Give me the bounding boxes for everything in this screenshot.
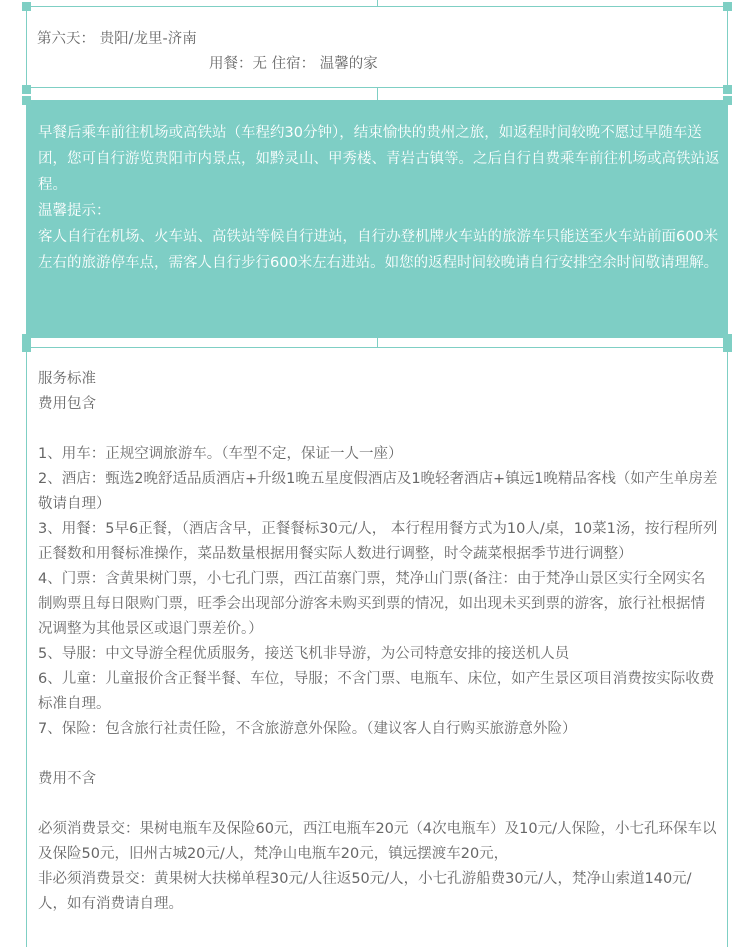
included-heading: 费用包含 [38, 396, 96, 412]
resize-handle-top-right[interactable] [723, 2, 732, 11]
included-item: 4、门票：含黄果树门票，小七孔门票，西江苗寨门票，梵净山门票(备注：由于梵净山景区实行全网实名制购票且每日限购门票，旺季会出现部分游客未购买到票的情况，如出现未买到票的游客，旅行社根据情况调整为其他景区或退门票差价。） [38, 571, 706, 637]
resize-handle-top-right[interactable] [723, 343, 732, 352]
day-meals-lodging: 用餐：无 住宿： 温馨的家 [209, 56, 378, 72]
service-content [38, 367, 719, 917]
resize-handle-top-right[interactable] [723, 96, 732, 105]
description-text: 早餐后乘车前往机场或高铁站（车程约30分钟），结束愉快的贵州之旅，如返程时间较晚不愿过早随车送团，您可自行游览贵阳市内景点，如黔灵山、甲秀楼、青岩古镇等。之后自行自费乘车前往机场或高铁站返程。 [38, 125, 720, 193]
included-item: 7、保险：包含旅行社责任险，不含旅游意外保险。（建议客人自行购买旅游意外险） [38, 721, 577, 737]
resize-handle-bottom-right[interactable] [723, 85, 732, 94]
mandatory-fees: 必须消费景交：果树电瓶车及保险60元，西江电瓶车20元（4次电瓶车）及10元/人保险，小七孔环保车以及保险50元，旧州古城20元/人，梵净山电瓶车20元，镇远摆渡车20元， [38, 821, 717, 862]
day-title: 第六天： 贵阳/龙里-济南 [37, 31, 197, 47]
service-standard-box [26, 347, 728, 947]
connector-line [377, 338, 378, 347]
included-item: 6、儿童：儿童报价含正餐半餐、车位，导服；不含门票、电瓶车、床位，如产生景区项目消费按实际收费标准自理。 [38, 671, 715, 712]
service-heading: 服务标准 [38, 371, 96, 387]
resize-handle-bottom-right[interactable] [723, 334, 732, 343]
optional-fees: 非必须消费景交：黄果树大扶梯单程30元/人往返50元/人，小七孔游船费30元/人，梵净山索道140元/人，如有消费请自理。 [38, 871, 692, 912]
resize-handle-top-left[interactable] [22, 2, 31, 11]
connector-line [377, 0, 378, 6]
day-header-box [26, 6, 728, 88]
connector-line [377, 88, 378, 100]
resize-handle-top-left[interactable] [22, 343, 31, 352]
included-item: 5、导服：中文导游全程优质服务，接送飞机非导游，为公司特意安排的接送机人员 [38, 646, 570, 662]
included-item: 1、用车：正规空调旅游车。（车型不定，保证一人一座） [38, 446, 403, 462]
excluded-heading: 费用不含 [38, 771, 96, 787]
day-description-box [26, 100, 728, 338]
included-item: 2、酒店：甄选2晚舒适品质酒店+升级1晚五星度假酒店及1晚轻奢酒店+镇远1晚精品客栈（如产生单房差敬请自理） [38, 471, 718, 512]
resize-handle-bottom-left[interactable] [22, 334, 31, 343]
resize-handle-bottom-left[interactable] [22, 85, 31, 94]
included-item: 3、用餐：5早6正餐，（酒店含早，正餐餐标30元/人， 本行程用餐方式为10人/桌，10菜1汤，按行程所列正餐数和用餐标准操作，菜品数量根据用餐实际人数进行调整，时令蔬菜根据季节进行调整） [38, 521, 718, 562]
resize-handle-top-left[interactable] [22, 96, 31, 105]
day-description [38, 120, 720, 276]
tip-label: 温馨提示： [38, 203, 111, 219]
tip-text: 客人自行在机场、火车站、高铁站等候自行进站，自行办登机牌火车站的旅游车只能送至火车站前面600米左右的旅游停车点，需客人自行步行600米左右进站。如您的返程时间较晚请自行安排空余时间敬请理解。 [38, 229, 719, 271]
